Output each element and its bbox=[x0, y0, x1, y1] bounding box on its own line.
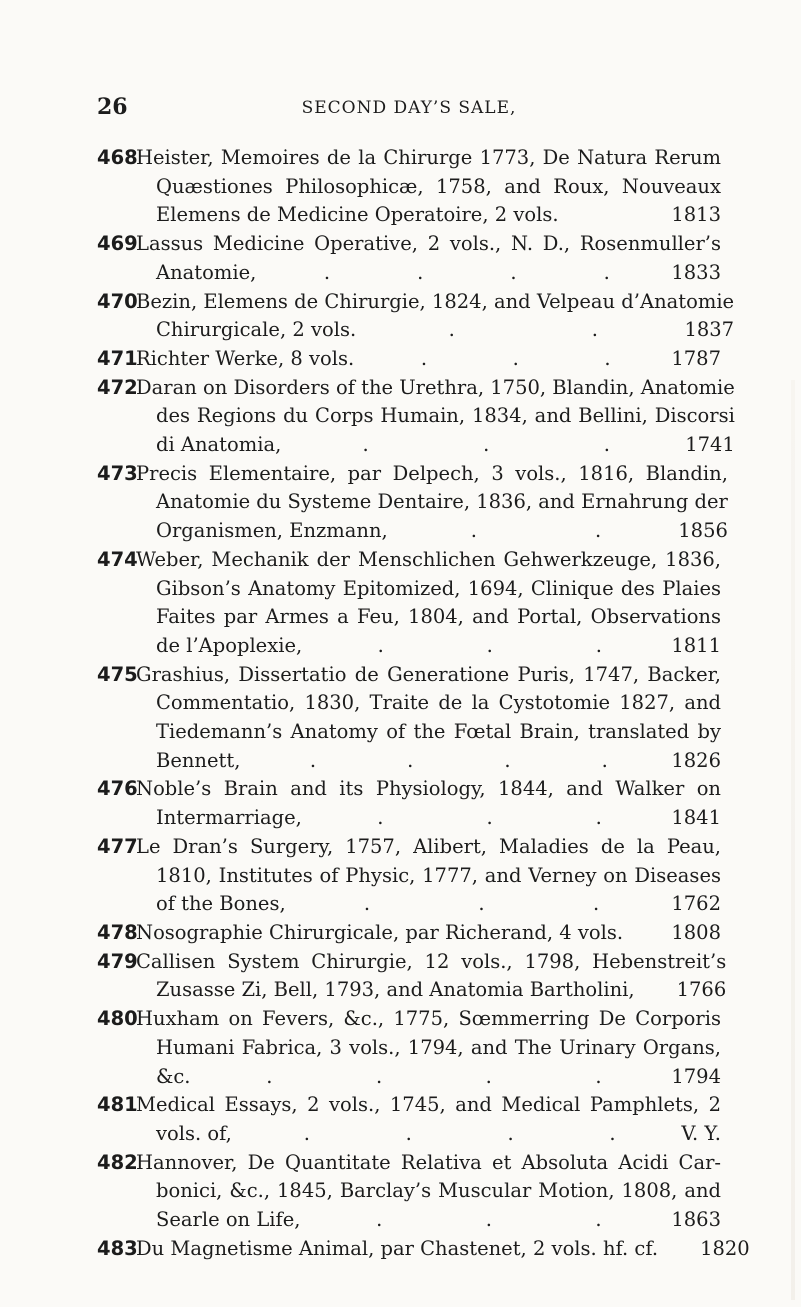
lot-number: 469 bbox=[97, 232, 138, 256]
lot-number: 470 bbox=[97, 289, 138, 313]
lot-final-line bbox=[156, 804, 721, 833]
lot-line: Precis Elementaire, par Delpech, 3 vols., 1816, Blandin, bbox=[136, 461, 728, 485]
lot-line: Bezin, Elemens de Chirurgie, 1824, and Velpeau d’Anatomie bbox=[136, 289, 735, 313]
lot-description bbox=[136, 1005, 721, 1091]
lot-line-text: Searle on Life, bbox=[156, 1208, 301, 1232]
lot-description bbox=[136, 661, 721, 776]
lot-line: Daran on Disorders of the Urethra, 1750, Blandin, Anatomie bbox=[136, 375, 735, 399]
lot-year: 1826 bbox=[671, 748, 721, 772]
lot-number: 483 bbox=[97, 1236, 138, 1260]
lot-number: 480 bbox=[97, 1007, 138, 1031]
lot-description bbox=[136, 1091, 721, 1148]
lot-number: 479 bbox=[97, 949, 138, 973]
lot-description bbox=[136, 833, 721, 919]
lot-year: 1833 bbox=[671, 260, 721, 284]
leader-dots: . . bbox=[448, 318, 598, 342]
leader-dots: . . . bbox=[376, 1208, 602, 1232]
lot-entry bbox=[97, 144, 721, 230]
lot-year: 1813 bbox=[671, 203, 721, 227]
lot-number: 475 bbox=[97, 662, 138, 686]
leader-dots: . . . . bbox=[309, 748, 608, 772]
lot-description bbox=[136, 460, 728, 546]
leader-dots bbox=[658, 1235, 700, 1264]
lot-final-line bbox=[156, 517, 728, 546]
lot-line: Grashius, Dissertatio de Generatione Puris, 1747, Backer, bbox=[136, 662, 721, 686]
lot-line-text: Anatomie, bbox=[156, 260, 257, 284]
lot-line: Weber, Mechanik der Menschlichen Gehwerkzeuge, 1836, bbox=[136, 547, 721, 571]
lot-line-text: Nosographie Chirurgicale, par Richerand, 4 vols. bbox=[136, 920, 624, 944]
lot-year: 1856 bbox=[678, 519, 728, 543]
lot-description bbox=[136, 288, 734, 345]
lot-final-line bbox=[156, 890, 721, 919]
lot-line-text: Zusasse Zi, Bell, 1793, and Anatomia Bartholini, bbox=[156, 978, 635, 1002]
lot-line: Gibson’s Anatomy Epitomized, 1694, Clinique des Plaies bbox=[156, 576, 721, 600]
lot-line: Hannover, De Quantitate Relativa et Absoluta Acidi Car- bbox=[136, 1150, 721, 1174]
lot-line: Huxham on Fevers, &c., 1775, Sœmmerring De Corporis bbox=[136, 1007, 721, 1031]
lot-line-text: Elemens de Medicine Operatoire, 2 vols. bbox=[156, 203, 559, 227]
lot-year: V. Y. bbox=[681, 1121, 721, 1145]
lot-year: 1863 bbox=[671, 1208, 721, 1232]
page-number: 26 bbox=[97, 94, 128, 120]
lot-line: des Regions du Corps Humain, 1834, and Bellini, Discorsi bbox=[156, 404, 735, 428]
lot-list bbox=[97, 144, 750, 1263]
lot-line: Lassus Medicine Operative, 2 vols., N. D., Rosenmuller’s bbox=[136, 232, 721, 256]
lot-year: 1787 bbox=[671, 346, 721, 370]
leader-dots: . . . bbox=[420, 346, 611, 370]
lot-year: 1741 bbox=[685, 433, 735, 457]
lot-description bbox=[136, 775, 721, 832]
lot-final-line bbox=[156, 259, 721, 288]
lot-final-line bbox=[156, 632, 721, 661]
lot-number: 473 bbox=[97, 461, 138, 485]
lot-final-line bbox=[156, 976, 726, 1005]
lot-final-line bbox=[156, 316, 734, 345]
lot-entry bbox=[97, 1235, 750, 1264]
leader-dots: . . . bbox=[362, 433, 610, 457]
lot-number: 476 bbox=[97, 777, 138, 801]
lot-entry bbox=[97, 775, 721, 832]
lot-line-text: Intermarriage, bbox=[156, 806, 302, 830]
leader-dots: . . . bbox=[377, 633, 602, 657]
leader-dots: . . . . bbox=[323, 260, 610, 284]
lot-line-text: Bennett, bbox=[156, 748, 241, 772]
lot-line-text: de l’Apoplexie, bbox=[156, 633, 303, 657]
lot-final-line bbox=[136, 1235, 750, 1264]
lot-line: Tiedemann’s Anatomy of the Fœtal Brain, translated by bbox=[156, 720, 721, 744]
lot-entry bbox=[97, 230, 721, 287]
lot-number: 478 bbox=[97, 920, 138, 944]
lot-description bbox=[136, 374, 735, 460]
lot-description bbox=[136, 345, 721, 374]
lot-final-line bbox=[156, 1206, 721, 1235]
lot-number: 472 bbox=[97, 375, 138, 399]
lot-line-text: Organismen, Enzmann, bbox=[156, 519, 388, 543]
lot-year: 1762 bbox=[671, 892, 721, 916]
lot-number: 474 bbox=[97, 547, 138, 571]
lot-final-line bbox=[156, 431, 735, 460]
lot-line: Faites par Armes a Feu, 1804, and Portal, Observations bbox=[156, 605, 721, 629]
lot-line-text: &c. bbox=[156, 1064, 191, 1088]
lot-description bbox=[136, 1149, 721, 1235]
lot-final-line bbox=[136, 345, 721, 374]
lot-year: 1766 bbox=[676, 978, 727, 1002]
lot-line-text: di Anatomia, bbox=[156, 433, 282, 457]
lot-line-text: of the Bones, bbox=[156, 892, 286, 916]
lot-entry bbox=[97, 460, 728, 546]
lot-year: 1841 bbox=[671, 806, 721, 830]
lot-number: 481 bbox=[97, 1093, 138, 1117]
lot-line-text: vols. of, bbox=[156, 1121, 232, 1145]
lot-entry bbox=[97, 374, 735, 460]
lot-line-text: Richter Werke, 8 vols. bbox=[136, 346, 355, 370]
lot-number: 477 bbox=[97, 834, 138, 858]
lot-line: Commentatio, 1830, Traite de la Cystotomie 1827, and bbox=[156, 691, 721, 715]
leader-dots: . . . bbox=[363, 892, 600, 916]
lot-line: 1810, Institutes of Physic, 1777, and Verney on Diseases bbox=[156, 863, 721, 887]
lot-line: Heister, Memoires de la Chirurge 1773, De Natura Rerum bbox=[136, 146, 721, 169]
leader-dots bbox=[559, 201, 672, 230]
lot-entry bbox=[97, 345, 721, 374]
scan-edge-shadow bbox=[791, 380, 795, 1300]
lot-final-line bbox=[156, 1120, 721, 1149]
lot-line: Medical Essays, 2 vols., 1745, and Medical Pamphlets, 2 bbox=[136, 1093, 721, 1117]
lot-line: Noble’s Brain and its Physiology, 1844, and Walker on bbox=[136, 777, 721, 801]
running-head bbox=[97, 92, 721, 122]
lot-entry bbox=[97, 1091, 721, 1148]
lot-line: bonici, &c., 1845, Barclay’s Muscular Motion, 1808, and bbox=[156, 1179, 721, 1203]
lot-year: 1820 bbox=[700, 1236, 750, 1260]
lot-entry bbox=[97, 833, 721, 919]
lot-entry bbox=[97, 1149, 721, 1235]
lot-description bbox=[136, 230, 721, 287]
lot-year: 1808 bbox=[671, 920, 721, 944]
lot-entry bbox=[97, 919, 721, 948]
lot-year: 1811 bbox=[671, 633, 721, 657]
lot-line: Humani Fabrica, 3 vols., 1794, and The Urinary Organs, bbox=[156, 1035, 721, 1059]
lot-year: 1837 bbox=[684, 318, 735, 342]
lot-entry bbox=[97, 288, 735, 345]
lot-number: 471 bbox=[97, 346, 138, 370]
leader-dots: . . . bbox=[377, 806, 602, 830]
lot-description bbox=[136, 1235, 750, 1264]
lot-description bbox=[136, 919, 721, 948]
lot-line-text: Du Magnetisme Animal, par Chastenet, 2 vols. hf. cf. bbox=[136, 1236, 659, 1260]
lot-final-line bbox=[136, 919, 721, 948]
lot-number: 482 bbox=[97, 1150, 138, 1174]
lot-final-line bbox=[156, 1063, 721, 1092]
leader-dots bbox=[623, 919, 671, 948]
leader-dots: . . . . bbox=[303, 1121, 616, 1145]
lot-line: Quæstiones Philosophicæ, 1758, and Roux, Nouveaux bbox=[156, 174, 721, 198]
lot-line: Le Dran’s Surgery, 1757, Alibert, Maladies de la Peau, bbox=[136, 834, 721, 858]
lot-entry bbox=[97, 1005, 721, 1091]
lot-line: Callisen System Chirurgie, 12 vols., 1798, Hebenstreit’s bbox=[136, 949, 727, 973]
lot-description bbox=[136, 948, 726, 1005]
lot-line: Anatomie du Systeme Dentaire, 1836, and Ernahrung der bbox=[156, 490, 728, 514]
lot-description bbox=[136, 546, 721, 661]
lot-line-text: Chirurgicale, 2 vols. bbox=[156, 318, 357, 342]
lot-final-line bbox=[156, 201, 721, 230]
lot-description bbox=[136, 144, 721, 230]
lot-year: 1794 bbox=[671, 1064, 721, 1088]
lot-number: 468 bbox=[97, 146, 138, 169]
leader-dots: . . bbox=[470, 519, 602, 543]
lot-entry bbox=[97, 661, 721, 776]
lot-entry bbox=[97, 948, 727, 1005]
running-title: SECOND DAY’S SALE, bbox=[301, 98, 517, 118]
lot-final-line bbox=[156, 747, 721, 776]
leader-dots bbox=[635, 976, 677, 1005]
leader-dots: . . . . bbox=[266, 1064, 602, 1088]
lot-entry bbox=[97, 546, 721, 661]
